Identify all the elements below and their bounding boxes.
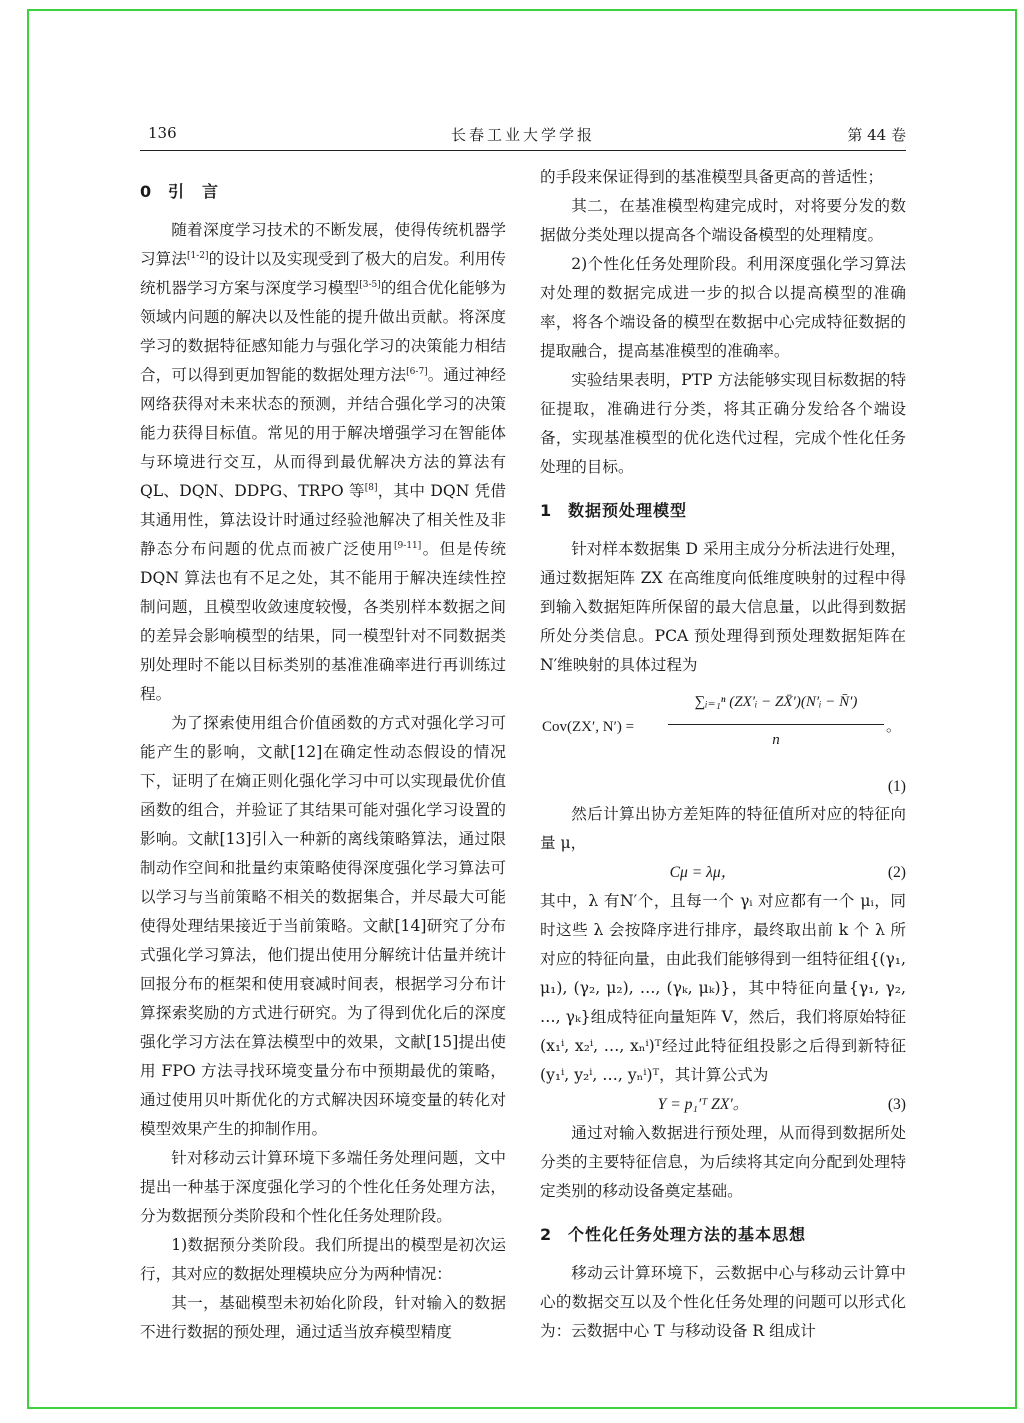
citation: [8] (364, 482, 378, 493)
citation: [6-7] (406, 366, 428, 377)
equation-fraction (668, 680, 884, 755)
equation-3 (540, 1090, 906, 1119)
paragraph-continued: 的手段来保证得到的基准模型具备更高的普适性； (540, 168, 884, 186)
volume-label: 第 44 卷 (847, 126, 906, 144)
intro-paragraph-3: 针对移动云计算环境下多端任务处理问题，文中提出一种基于深度强化学习的个性化任务处理方法，分为数据预分类阶段和个性化任务处理阶段。 (140, 1149, 506, 1225)
equation-denominator: n (772, 732, 780, 748)
citation: [3-5] (359, 279, 381, 290)
equation-body: Y = p₁′ᵀ ZX′。 (657, 1096, 749, 1113)
equation-body: Cμ = λμ， (669, 864, 737, 881)
header-rule (140, 150, 906, 151)
equation-lhs: Cov(ZX′, N′) = (542, 719, 635, 735)
paragraph: 2)个性化任务处理阶段。利用深度强化学习算法对处理的数据完成进一步的拟合以提高模型的准确率，将各个端设备的模型在数据中心完成特征数据的提取融合，提高基准模型的准确率。 (540, 255, 906, 360)
paragraph: 针对样本数据集 D 采用主成分分析法进行处理，通过数据矩阵 ZX 在高维度向低维度映射的过程中得到输入数据矩阵所保留的最大信息量，以此得到数据所处分类信息。PCA 预处理得到预处理数据矩阵在N′维映射的具体过程为 (540, 540, 906, 674)
equation-number: (2) (887, 864, 906, 881)
section-heading-intro: 0 引 言 (140, 182, 220, 201)
section-heading-1: 1 数据预处理模型 (540, 501, 688, 520)
intro-paragraph-2: 为了探索使用组合价值函数的方式对强化学习可能产生的影响，文献[12]在确定性动态假设的情况下，证明了在熵正则化强化学习中可以实现最优价值函数的组合，并验证了其结果可能对强化学习设置的影响。文献[13]引入一种新的离线策略算法，通过限制动作空间和批量约束策略使得深度强化学习算法可以学习与当前策略不相关的数据集合，并尽最大可能使得处理结果接近于当前策略。文献[14]研究了分布式强化学习算法，他们提出使用分解统计估量并统计回报分布的框架和使用衰减时间表，根据学习分布计算探索奖励的方式进行研究。为了得到优化后的深度强化学习方法在算法模型中的效果，文献[15]提出使用 FPO 方法寻找环境变量分布中预期最优的策略，通过使用贝叶斯优化的方式解决因环境变量的转化对模型效果产生的抑制作用。 (140, 714, 506, 1138)
paragraph: 移动云计算环境下，云数据中心与移动云计算中心的数据交互以及个性化任务处理的问题可以形式化为：云数据中心 T 与移动设备 R 组成计 (540, 1264, 906, 1340)
intro-paragraph-1: 随着深度学习技术的不断发展，使得传统机器学习算法[1-2]的设计以及实现受到了极大的启发。利用传统机器学习方案与深度学习模型[3-5]的组合优化能够为领域内问题的解决以及性能的提升做出贡献。将深度学习的数据特征感知能力与强化学习的决策能力相结合，可以得到更加智能的数据处理方法[6-7]。通过神经网络获得对未来状态的预测，并结合强化学习的决策能力获得目标值。常见的用于解决增强学习在智能体与环境进行交互，从而得到最优解决方法的算法有 QL、DQN、DDPG、TRPO 等[8]，其中 DQN 凭借其通用性，算法设计时通过经验池解决了相关性及非静态分布问题的优点而被广泛使用[9-11]。但是传统 DQN 算法也有不足之处，其不能用于解决连续性控制问题，且模型收敛速度较慢，各类别样本数据之间的差异会影响模型的结果，同一模型针对不同数据类别处理时不能以目标类别的基准准确率进行再训练过程。 (140, 221, 506, 703)
left-column (140, 163, 506, 1347)
equation-end: 。 (886, 719, 902, 735)
paragraph: 其二，在基准模型构建完成时，对将要分发的数据做分类处理以提高各个端设备模型的处理精度。 (540, 197, 906, 244)
paragraph: 其中，λ 有N′个，且每一个 γᵢ 对应都有一个 μᵢ，同时这些 λ 会按降序进行排序，最终取出前 k 个 λ 所对应的特征向量，由此我们能够得到一组特征组{(γ₁, μ₁), (γ₂, μ₂), …, (γₖ, μₖ)}，其中特征向量{γ₁, γ₂, …, γₖ}组成特征向量矩阵 V，然后，我们将原始特征(x₁ⁱ, x₂ⁱ, …, xₙⁱ)ᵀ经过此特征组投影之后得到新特征(y₁ⁱ, y₂ⁱ, …, yₙⁱ)ᵀ，其计算公式为 (540, 892, 906, 1084)
running-header (140, 124, 906, 148)
right-column (540, 163, 906, 1346)
paragraph: 然后计算出协方差矩阵的特征值所对应的特征向量 μ， (540, 805, 906, 852)
equation-number: (1) (887, 778, 906, 795)
intro-paragraph-5: 其一，基础模型未初始化阶段，针对输入的数据不进行数据的预处理，通过适当放弃模型精度 (140, 1294, 506, 1341)
equation-2 (540, 858, 906, 887)
equation-numerator: ∑ᵢ₌₁ⁿ (ZX′ᵢ − ZX̄′)(N′ᵢ − N̄′) (668, 680, 884, 725)
section-heading-2: 2 个性化任务处理方法的基本思想 (540, 1225, 807, 1244)
page-number: 136 (148, 124, 177, 142)
citation: [1-2] (186, 250, 209, 261)
intro-paragraph-4: 1)数据预分类阶段。我们所提出的模型是初次运行，其对应的数据处理模块应分为两种情况： (140, 1236, 506, 1283)
equation-1 (540, 680, 906, 772)
paragraph: 通过对输入数据进行预处理，从而得到数据所处分类的主要特征信息，为后续将其定向分配到处理特定类别的移动设备奠定基础。 (540, 1124, 906, 1200)
equation-number: (3) (887, 1096, 906, 1113)
citation: [9-11] (394, 540, 422, 551)
paragraph: 实验结果表明，PTP 方法能够实现目标数据的特征提取，准确进行分类，将其正确分发给各个端设备，实现基准模型的优化迭代过程，完成个性化任务处理的目标。 (540, 371, 906, 476)
journal-title: 长春工业大学学报 (450, 126, 595, 144)
